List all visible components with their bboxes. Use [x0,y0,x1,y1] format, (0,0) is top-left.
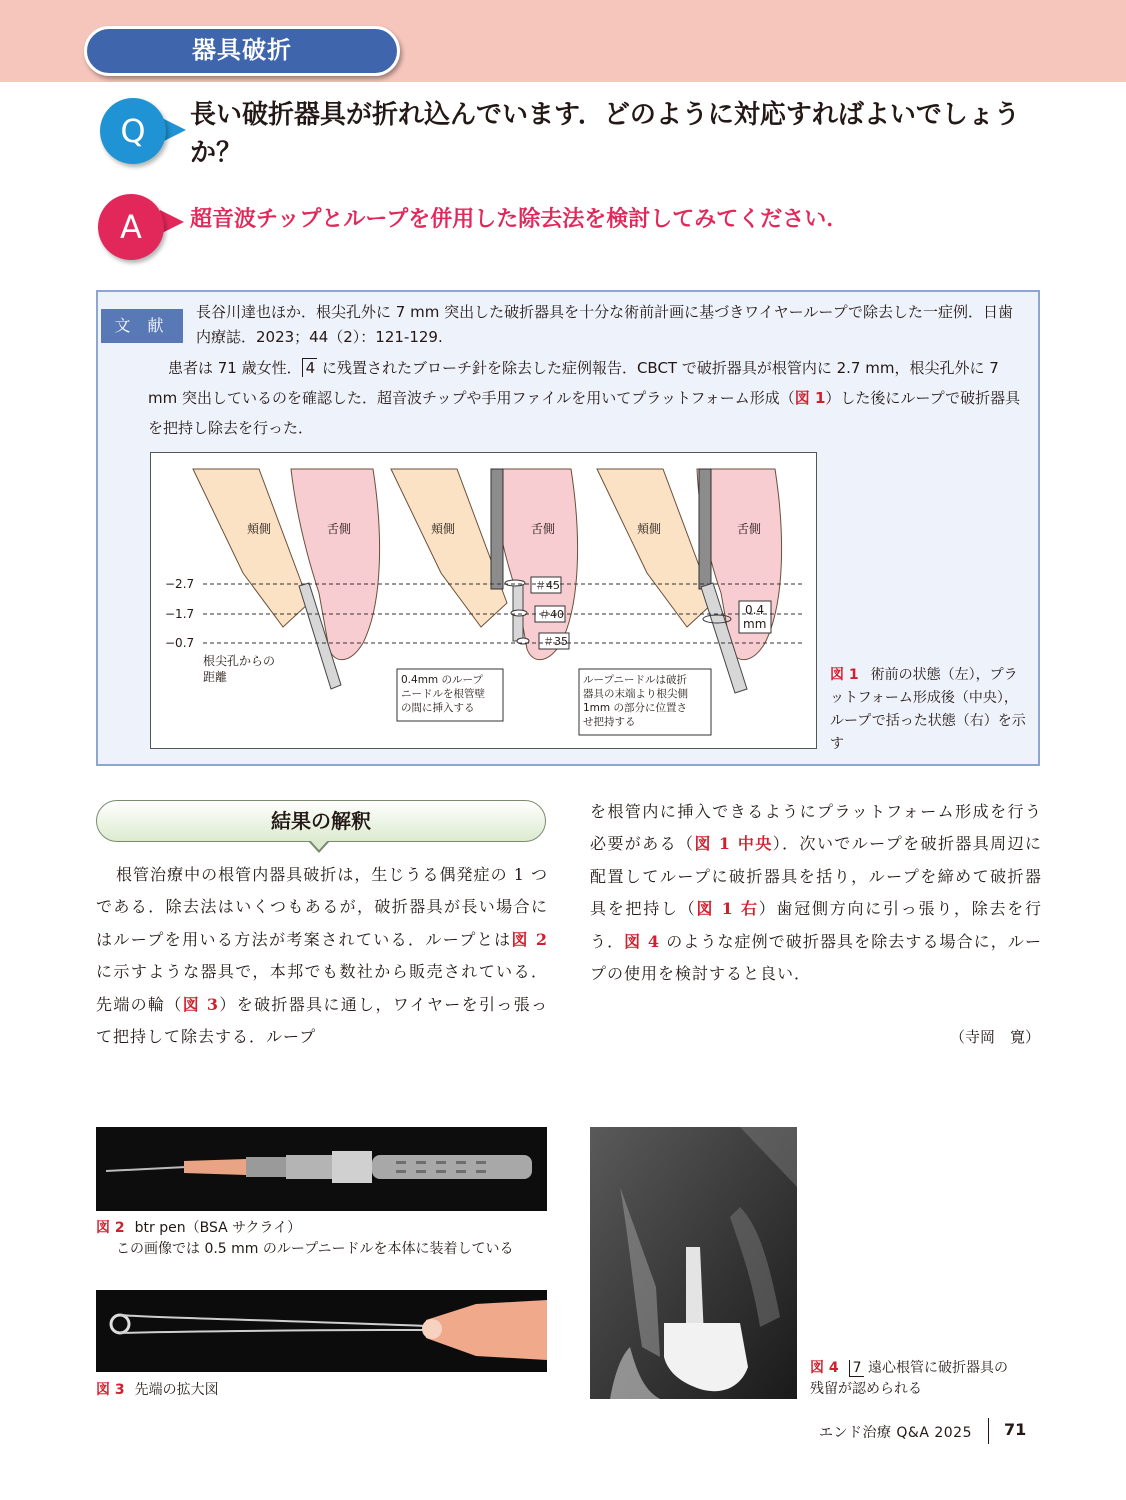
file-size-40: ＃40 [539,608,564,621]
level-2-7: −2.7 [165,577,195,591]
buccal-label-left: 頬側 [247,522,272,536]
distance-label-line2: 距離 [203,670,228,684]
figure-ref[interactable]: 図 2 [511,929,548,949]
tooth-notation: 4 [302,358,318,377]
footer-divider [988,1418,989,1444]
figure-4-caption: 図 4 7 遠心根管に破折器具の 残留が認められる [810,1360,1008,1397]
author: （寺岡 寛） [949,1028,1040,1046]
answer-text: 超音波チップとループを併用した除去法を検討してみてください． [190,207,849,232]
question-badge: Q [100,98,166,164]
figure-2-photo [96,1127,547,1211]
distance-label-line1: 根尖孔からの [203,654,276,668]
body-column-left: 根管治療中の根管内器具破折は，生じうる偶発症の 1 つである．除去法はいくつもあるが，破折器具が長い場合にはループを用いる方法が考案されている．ループとは図 2 に示すような器具で，本邦でも数社から販売されている．先端の輪（図 3）を破折器具に通し，ワイヤーを引っ張って把持して除去する．ループ [96,865,548,1047]
figure-1-label: 図 1 [830,667,859,683]
figure-ref[interactable]: 図 1 [794,389,826,407]
svg-text:ループニードルは破折: ループニードルは破折 [583,674,687,686]
figure-1-diagram [150,452,817,749]
figure-ref[interactable]: 図 1 中央 [694,834,773,854]
figure-ref[interactable]: 図 1 右 [696,899,759,919]
panel-middle [391,469,578,660]
page-number: 71 [1004,1420,1027,1439]
figure-1-caption: 図 1 術前の状態（左），プラットフォーム形成後（中央），ループで括った状態（右）を示す [830,667,1026,752]
footer-title: エンド治療 Q&A 2025 [818,1425,972,1441]
section-title: 結果の解釈 [271,809,371,833]
file-size-35: ＃35 [543,635,568,648]
reference-tag: 文 献 [101,309,183,343]
svg-text:せ把持する: せ把持する [583,716,636,728]
figure-2-caption: 図 2 btr pen（BSA サクライ） この画像では 0.5 mm のループニードルを本体に装着している [96,1220,514,1257]
figure-ref[interactable]: 図 4 [624,931,661,951]
tooth-notation: 7 [849,1360,864,1377]
level-0-7: −0.7 [165,636,195,650]
width-value: 0.4 [745,603,765,617]
file-size-45: ＃45 [535,579,560,592]
figure-ref[interactable]: 図 3 [182,994,220,1014]
width-unit: mm [743,617,767,631]
figure-3-photo [96,1290,547,1372]
figure-4-label: 図 4 [810,1360,839,1376]
reference-summary: 患者は 71 歳女性． 4 に残置されたブローチ針を除去した症例報告．CBCT で破折器具が根管内に 2.7 mm，根尖孔外に 7 mm 突出しているのを確認した．超音波チップや手用ファイルを用いてプラットフォーム形成（図 1）した後にループで破折器具を把持し除去を行った． [148,359,1021,437]
buccal-label-middle: 頬側 [431,522,456,536]
figure-2-label: 図 2 [96,1220,125,1236]
body-column-right: を根管内に挿入できるようにプラットフォーム形成を行う必要がある（図 1 中央）．次いでループを破折器具周辺に配置してループに破折器具を括り，ループを締めて破折器具を把持し（図 1 右）歯冠側方向に引っ張り，除去を行う．図 4 のような症例で破折器具を除去する場合に，ループの使用を検討すると良い． [590,802,1042,984]
figure-4-radiograph [590,1127,797,1399]
note-middle [397,669,503,721]
svg-text:器具の末端より根尖側: 器具の末端より根尖側 [583,688,688,700]
level-1-7: −1.7 [165,607,195,621]
reference-citation: 長谷川達也ほか．根尖孔外に 7 mm 突出した破折器具を十分な術前計画に基づきワイヤーループで除去した一症例．日歯内療誌．2023；44（2）：121-129. [196,303,1014,346]
svg-text:ニードルを根管壁: ニードルを根管壁 [401,688,485,700]
svg-text:0.4mm のループ: 0.4mm のループ [401,674,483,686]
question-text: 長い破折器具が折れ込んでいます．どのように対応すればよいでしょうか？ [190,100,1020,168]
figure-3-caption: 図 3 先端の拡大図 [96,1382,219,1398]
svg-text:1mm の部分に位置さ: 1mm の部分に位置さ [583,702,687,714]
lingual-label-right: 舌側 [737,522,762,536]
answer-badge: A [98,194,164,260]
note-right [579,669,711,735]
lingual-label-left: 舌側 [327,522,352,536]
panel-right [597,469,782,693]
lingual-label-middle: 舌側 [531,522,556,536]
figure-3-label: 図 3 [96,1382,125,1398]
svg-text:の間に挿入する: の間に挿入する [401,702,475,714]
category-label: 器具破折 [192,36,292,64]
buccal-label-right: 頬側 [637,522,662,536]
